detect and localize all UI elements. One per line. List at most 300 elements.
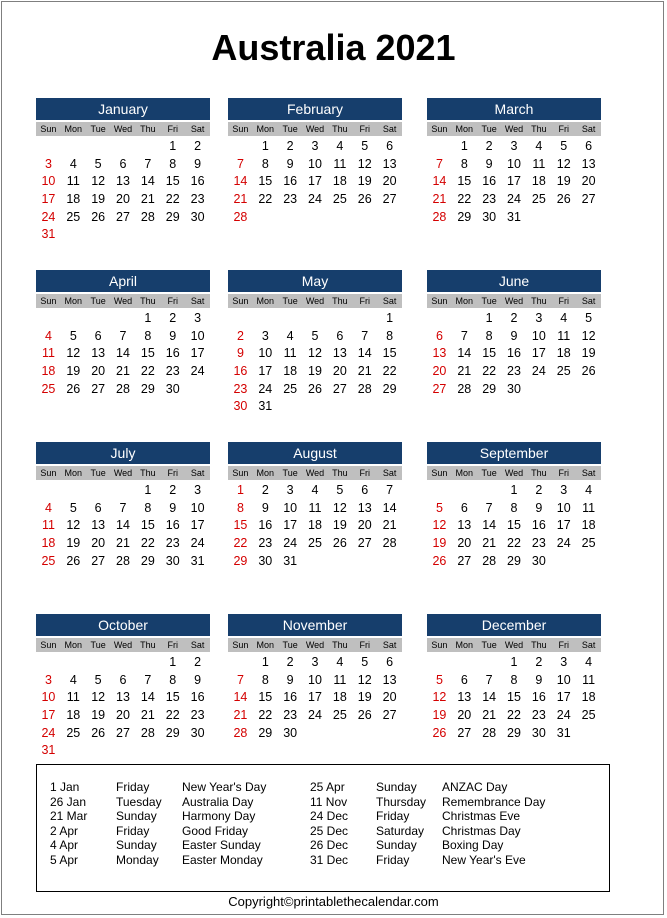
- day-cell: 9: [261, 500, 269, 515]
- week-row: [228, 517, 402, 535]
- day-cell: 19: [581, 346, 596, 361]
- weekday-label: Thu: [531, 296, 547, 306]
- weekday-label: Wed: [113, 296, 133, 306]
- weekday-label: Fri: [167, 124, 178, 134]
- day-cell: 11: [333, 672, 347, 687]
- weekday-header-row: [427, 638, 601, 652]
- weekday-label: Thu: [531, 124, 547, 134]
- week-row: [427, 654, 601, 672]
- weekday-label: Thu: [140, 296, 156, 306]
- day-cell: 5: [94, 156, 102, 171]
- day-cell: 14: [482, 690, 497, 705]
- weeks-grid: [228, 654, 402, 742]
- day-cell: 2: [485, 139, 493, 153]
- day-cell: [352, 398, 377, 416]
- week-row: [427, 381, 601, 399]
- day-cell: 3: [44, 672, 52, 687]
- month-header: June: [427, 270, 601, 292]
- day-cell: 18: [308, 518, 322, 533]
- day-cell: 10: [258, 346, 273, 361]
- day-cell: 12: [66, 518, 81, 533]
- weekday-label: Tue: [481, 640, 497, 650]
- holiday-name: Easter Monday: [182, 852, 263, 867]
- month-may: [228, 270, 402, 416]
- day-cell: 22: [507, 708, 521, 723]
- week-row: [427, 672, 601, 690]
- day-cell: 23: [482, 192, 497, 207]
- weekday-label: Sun: [431, 640, 448, 650]
- day-cell: 8: [261, 156, 269, 171]
- day-cell: 10: [556, 672, 571, 687]
- day-cell: [327, 209, 352, 227]
- weekday-label: Sat: [190, 468, 205, 478]
- weekday-label: Mon: [455, 296, 474, 306]
- day-cell: 22: [258, 708, 273, 723]
- day-cell: [61, 226, 86, 244]
- day-cell: 1: [485, 311, 493, 325]
- day-cell: [327, 553, 352, 571]
- page-title: Australia 2021: [211, 27, 456, 68]
- day-cell: [551, 553, 576, 571]
- day-cell: 2: [194, 139, 202, 153]
- week-row: [427, 138, 601, 156]
- weekday-label: Wed: [504, 468, 524, 478]
- weekday-label: Sat: [581, 296, 596, 306]
- weekday-label: Fri: [359, 296, 370, 306]
- weekday-header-row: [228, 638, 402, 652]
- day-cell: 19: [91, 192, 106, 207]
- week-row: [36, 672, 210, 690]
- day-cell: 21: [482, 536, 497, 551]
- week-row: [228, 500, 402, 518]
- day-cell: 26: [91, 209, 106, 224]
- day-cell: 4: [585, 655, 593, 669]
- holiday-day: Friday: [376, 852, 410, 867]
- week-row: [228, 689, 402, 707]
- day-cell: 18: [531, 174, 546, 189]
- weekday-label: Mon: [455, 640, 474, 650]
- day-cell: 16: [165, 518, 180, 533]
- day-cell: 5: [311, 328, 319, 343]
- day-cell: 1: [510, 483, 518, 497]
- day-cell: 8: [460, 156, 468, 171]
- day-cell: [111, 482, 136, 500]
- day-cell: 4: [44, 500, 52, 515]
- day-cell: 10: [41, 690, 56, 705]
- day-cell: 25: [556, 364, 571, 379]
- weekday-label: Fri: [558, 124, 569, 134]
- week-row: [427, 689, 601, 707]
- month-header: April: [36, 270, 210, 292]
- day-cell: 11: [532, 156, 546, 171]
- weekday-label: Wed: [504, 124, 524, 134]
- day-cell: 27: [91, 553, 106, 568]
- holiday-day: Thursday: [376, 794, 427, 809]
- day-cell: 4: [336, 655, 344, 669]
- weekday-header-row: [36, 638, 210, 652]
- weekday-label: Tue: [481, 296, 497, 306]
- day-cell: 8: [485, 328, 493, 343]
- day-cell: 3: [311, 139, 319, 153]
- day-cell: 13: [332, 346, 347, 361]
- holiday-day: Sunday: [116, 809, 157, 824]
- weekday-label: Mon: [64, 640, 83, 650]
- week-row: [427, 156, 601, 174]
- day-cell: 20: [432, 364, 447, 379]
- day-cell: 12: [91, 690, 106, 705]
- day-cell: 14: [382, 500, 397, 515]
- day-cell: 11: [41, 518, 55, 533]
- day-cell: [303, 725, 328, 743]
- day-cell: [576, 209, 601, 227]
- day-cell: 20: [116, 192, 130, 207]
- day-cell: 2: [535, 655, 543, 669]
- holiday-date: 31 Dec: [310, 852, 349, 867]
- copyright-text: Copyright©printablethecalendar.com: [228, 894, 439, 909]
- day-cell: 7: [435, 156, 443, 171]
- day-cell: 25: [332, 192, 347, 207]
- weekday-label: Wed: [504, 640, 524, 650]
- day-cell: 27: [457, 553, 472, 568]
- week-row: [427, 500, 601, 518]
- week-row: [228, 209, 402, 227]
- day-cell: 12: [91, 174, 106, 189]
- weekday-label: Mon: [256, 468, 275, 478]
- day-cell: 28: [357, 381, 372, 396]
- day-cell: 8: [169, 672, 177, 687]
- day-cell: 6: [119, 156, 127, 171]
- week-row: [228, 672, 402, 690]
- day-cell: 22: [233, 536, 248, 551]
- day-cell: 16: [190, 690, 205, 705]
- day-cell: 23: [531, 536, 546, 551]
- weekday-label: Tue: [481, 124, 497, 134]
- day-cell: 31: [507, 209, 521, 224]
- day-cell: 3: [535, 311, 543, 325]
- day-cell: 14: [432, 174, 447, 189]
- weekday-label: Tue: [90, 640, 106, 650]
- day-cell: 10: [41, 174, 56, 189]
- weekday-label: Sat: [382, 124, 397, 134]
- day-cell: 25: [531, 192, 546, 207]
- day-cell: 15: [507, 518, 521, 533]
- day-cell: 14: [457, 346, 472, 361]
- weekday-header-row: [427, 294, 601, 308]
- week-row: [228, 173, 402, 191]
- day-cell: 7: [386, 483, 394, 497]
- day-cell: 25: [66, 725, 81, 740]
- day-cell: 19: [332, 518, 347, 533]
- weekday-label: Mon: [64, 124, 83, 134]
- day-cell: [327, 398, 352, 416]
- day-cell: 3: [286, 483, 294, 497]
- day-cell: [185, 381, 210, 399]
- day-cell: 30: [233, 399, 248, 414]
- week-row: [36, 138, 210, 156]
- week-row: [36, 209, 210, 227]
- day-cell: 25: [66, 209, 81, 224]
- day-cell: 28: [116, 553, 130, 568]
- weekday-label: Wed: [113, 124, 133, 134]
- day-cell: 21: [233, 708, 248, 723]
- day-cell: 19: [91, 708, 106, 723]
- holiday-date: 4 Apr: [50, 838, 79, 853]
- day-cell: 14: [357, 346, 372, 361]
- day-cell: 21: [140, 708, 155, 723]
- weekday-label: Sat: [190, 640, 205, 650]
- day-cell: 6: [386, 655, 394, 669]
- weekday-label: Tue: [90, 124, 106, 134]
- day-cell: 26: [357, 708, 372, 723]
- day-cell: 16: [165, 346, 180, 361]
- day-cell: 30: [190, 725, 205, 740]
- weeks-grid: [36, 310, 210, 398]
- day-cell: [135, 226, 160, 244]
- day-cell: 2: [169, 311, 177, 325]
- month-header: January: [36, 98, 210, 120]
- day-cell: [576, 381, 601, 399]
- day-cell: 14: [233, 690, 248, 705]
- day-cell: 19: [432, 536, 447, 551]
- day-cell: 4: [44, 328, 52, 343]
- day-cell: 1: [386, 311, 394, 325]
- day-cell: 1: [169, 139, 177, 153]
- day-cell: 25: [41, 553, 56, 568]
- weekday-label: Fri: [359, 124, 370, 134]
- day-cell: 5: [435, 500, 443, 515]
- weekday-label: Thu: [531, 640, 547, 650]
- day-cell: [452, 654, 477, 672]
- day-cell: [36, 654, 61, 672]
- day-cell: 13: [581, 156, 596, 171]
- weeks-grid: [427, 654, 601, 742]
- day-cell: [86, 654, 111, 672]
- weekday-label: Tue: [90, 468, 106, 478]
- weekday-label: Wed: [305, 640, 325, 650]
- day-cell: [86, 226, 111, 244]
- day-cell: 7: [144, 672, 152, 687]
- day-cell: 13: [457, 690, 472, 705]
- day-cell: 23: [233, 381, 248, 396]
- day-cell: 20: [91, 364, 106, 379]
- weekday-label: Mon: [64, 468, 83, 478]
- day-cell: 7: [236, 672, 244, 687]
- week-row: [427, 553, 601, 571]
- week-row: [228, 156, 402, 174]
- day-cell: 30: [482, 209, 497, 224]
- day-cell: 4: [311, 483, 319, 497]
- weekday-label: Tue: [282, 640, 298, 650]
- day-cell: 24: [507, 192, 521, 207]
- day-cell: 8: [510, 500, 518, 515]
- weekday-header-row: [228, 466, 402, 480]
- day-cell: [253, 310, 278, 328]
- weekday-label: Fri: [359, 640, 370, 650]
- day-cell: [278, 398, 303, 416]
- day-cell: 19: [357, 174, 372, 189]
- week-row: [427, 482, 601, 500]
- weekday-label: Fri: [167, 640, 178, 650]
- holiday-date: 26 Dec: [310, 838, 349, 853]
- week-row: [228, 381, 402, 399]
- weekday-label: Mon: [455, 468, 474, 478]
- day-cell: 7: [144, 156, 152, 171]
- holiday-names-right: [442, 780, 545, 868]
- day-cell: 13: [432, 346, 447, 361]
- day-cell: 15: [140, 518, 155, 533]
- holiday-day: Sunday: [376, 838, 417, 853]
- holiday-name: Good Friday: [182, 823, 249, 838]
- day-cell: 3: [44, 156, 52, 171]
- weekday-label: Tue: [282, 124, 298, 134]
- day-cell: 11: [283, 346, 297, 361]
- weekday-label: Sun: [431, 468, 448, 478]
- day-cell: [352, 310, 377, 328]
- day-cell: 18: [332, 174, 347, 189]
- holiday-date: 24 Dec: [310, 809, 349, 824]
- day-cell: 22: [165, 192, 180, 207]
- weekday-label: Thu: [332, 296, 348, 306]
- day-cell: 26: [432, 553, 447, 568]
- day-cell: 8: [169, 156, 177, 171]
- weeks-grid: [427, 482, 601, 570]
- day-cell: 7: [485, 672, 493, 687]
- month-august: [228, 442, 402, 570]
- day-cell: 5: [361, 139, 369, 153]
- day-cell: 3: [261, 328, 269, 343]
- week-row: [228, 345, 402, 363]
- weekday-label: Sun: [232, 124, 249, 134]
- day-cell: 24: [190, 364, 205, 379]
- day-cell: 5: [336, 483, 344, 497]
- day-cell: 6: [386, 139, 394, 153]
- day-cell: [228, 654, 253, 672]
- day-cell: 19: [308, 364, 322, 379]
- day-cell: 20: [382, 690, 397, 705]
- week-row: [427, 345, 601, 363]
- day-cell: 21: [457, 364, 472, 379]
- day-cell: 12: [357, 672, 372, 687]
- week-row: [36, 742, 210, 760]
- day-cell: [36, 138, 61, 156]
- day-cell: 11: [582, 500, 596, 515]
- weekday-label: Fri: [167, 296, 178, 306]
- day-cell: [61, 138, 86, 156]
- day-cell: [36, 310, 61, 328]
- day-cell: 17: [190, 346, 205, 361]
- holiday-name: New Year's Eve: [442, 852, 526, 867]
- weekday-label: Fri: [558, 296, 569, 306]
- week-row: [427, 363, 601, 381]
- day-cell: 25: [332, 708, 347, 723]
- day-cell: [303, 209, 328, 227]
- day-cell: [477, 482, 502, 500]
- week-row: [36, 381, 210, 399]
- day-cell: 12: [581, 328, 596, 343]
- week-row: [228, 725, 402, 743]
- day-cell: 13: [357, 500, 372, 515]
- day-cell: 15: [165, 690, 180, 705]
- week-row: [228, 482, 402, 500]
- day-cell: 29: [507, 553, 521, 568]
- weeks-grid: [36, 654, 210, 760]
- day-cell: 22: [258, 192, 273, 207]
- day-cell: 24: [531, 364, 546, 379]
- day-cell: 26: [308, 381, 322, 396]
- day-cell: 6: [435, 328, 443, 343]
- day-cell: 2: [261, 483, 269, 497]
- day-cell: 28: [116, 381, 130, 396]
- weekday-label: Sat: [382, 640, 397, 650]
- day-cell: 19: [432, 708, 447, 723]
- day-cell: [278, 310, 303, 328]
- day-cell: 24: [283, 536, 298, 551]
- weekday-label: Sat: [190, 296, 205, 306]
- week-row: [36, 535, 210, 553]
- day-cell: 24: [556, 708, 571, 723]
- day-cell: 26: [66, 381, 81, 396]
- day-cell: 1: [144, 483, 152, 497]
- day-cell: 17: [308, 174, 322, 189]
- day-cell: 10: [283, 500, 298, 515]
- day-cell: 17: [308, 690, 322, 705]
- holiday-names-left: [182, 780, 266, 868]
- day-cell: 4: [69, 672, 77, 687]
- weekday-label: Fri: [558, 468, 569, 478]
- month-november: [228, 614, 402, 742]
- day-cell: [61, 742, 86, 760]
- day-cell: 10: [531, 328, 546, 343]
- holiday-dates-left: [50, 780, 87, 868]
- weekday-label: Mon: [256, 296, 275, 306]
- week-row: [228, 553, 402, 571]
- weekday-label: Sat: [581, 640, 596, 650]
- weeks-grid: [36, 482, 210, 570]
- day-cell: [526, 381, 551, 399]
- day-cell: 21: [382, 518, 397, 533]
- day-cell: 6: [460, 672, 468, 687]
- day-cell: 13: [457, 518, 472, 533]
- week-row: [36, 482, 210, 500]
- day-cell: 21: [116, 536, 130, 551]
- day-cell: 30: [531, 725, 546, 740]
- weekday-header-row: [427, 466, 601, 480]
- day-cell: 27: [382, 708, 397, 723]
- holiday-name: Australia Day: [182, 794, 254, 809]
- day-cell: 18: [332, 690, 347, 705]
- day-cell: 1: [261, 139, 269, 153]
- day-cell: 27: [116, 209, 130, 224]
- day-cell: 27: [432, 381, 447, 396]
- day-cell: 5: [69, 328, 77, 343]
- day-cell: 28: [233, 209, 248, 224]
- day-cell: 26: [432, 725, 447, 740]
- day-cell: 9: [169, 328, 177, 343]
- day-cell: [111, 138, 136, 156]
- week-row: [228, 138, 402, 156]
- day-cell: 20: [332, 364, 347, 379]
- weekday-label: Mon: [256, 640, 275, 650]
- holiday-date: 1 Jan: [50, 780, 80, 794]
- day-cell: 9: [485, 156, 493, 171]
- day-cell: 24: [308, 192, 322, 207]
- day-cell: 7: [485, 500, 493, 515]
- day-cell: 9: [535, 672, 543, 687]
- weekday-label: Wed: [113, 468, 133, 478]
- day-cell: 12: [556, 156, 571, 171]
- day-cell: 25: [41, 381, 56, 396]
- weekday-label: Wed: [305, 296, 325, 306]
